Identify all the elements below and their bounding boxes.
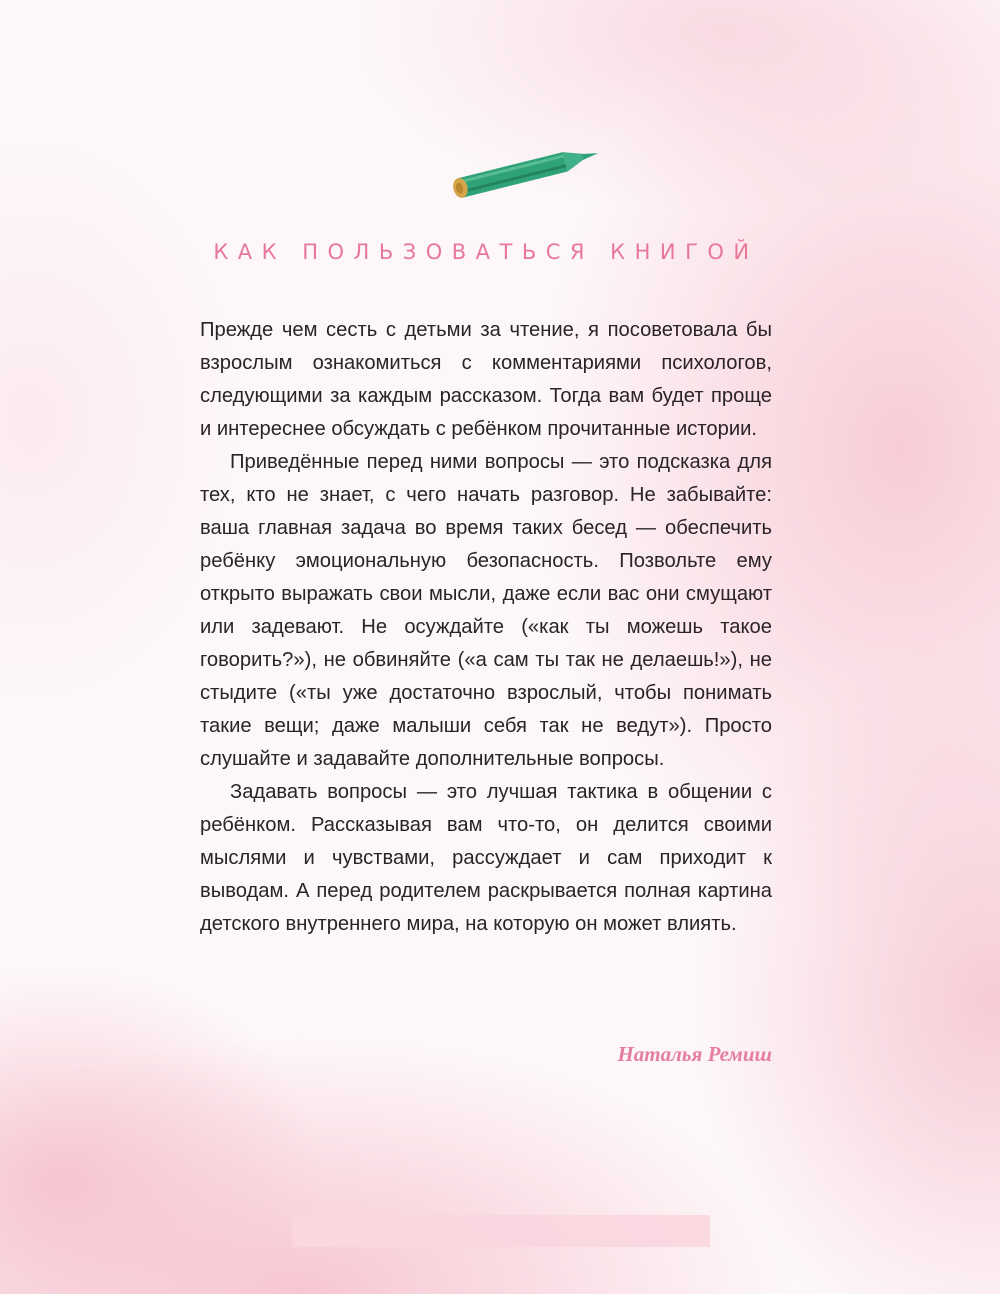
pencil-icon <box>444 138 604 202</box>
paragraph: Приведённые перед ними вопросы — это подсказка для тех, кто не знает, с чего начать разговор. Не забывайте: ваша главная задача во время таких бесед — обеспечить ребёнку эмоциональную безопасность. Позвольте ему открыто выражать свои мысли, даже если вас они смущают или задевают. Не осуждайте («как ты можешь такое говорить?»), не обвиняйте («а сам ты так не делаешь!»), не стыдите («ты уже достаточно взрослый, чтобы понимать такие вещи; даже малыши себя так не ведут»). Просто слушайте и задавайте дополнительные вопросы. <box>200 451 772 770</box>
paragraph: Прежде чем сесть с детьми за чтение, я посоветовала бы взрослым ознакомиться с комментариями психологов, следующими за каждым рассказом. Тогда вам будет проще и интереснее обсуждать с ребёнком прочитанные истории. <box>200 319 772 440</box>
author-signature: Наталья Ремиш <box>617 1042 772 1066</box>
paragraph: Задавать вопросы — это лучшая тактика в общении с ребёнком. Рассказывая вам что-то, он делится своими мыслями и чувствами, рассуждает и сам приходит к выводам. А перед родителем раскрывается полная картина детского внутреннего мира, на которую он может влиять. <box>200 781 772 935</box>
section-heading: КАК ПОЛЬЗОВАТЬСЯ КНИГОЙ <box>213 240 759 264</box>
body-text <box>200 314 772 941</box>
footer-band <box>292 1215 710 1247</box>
